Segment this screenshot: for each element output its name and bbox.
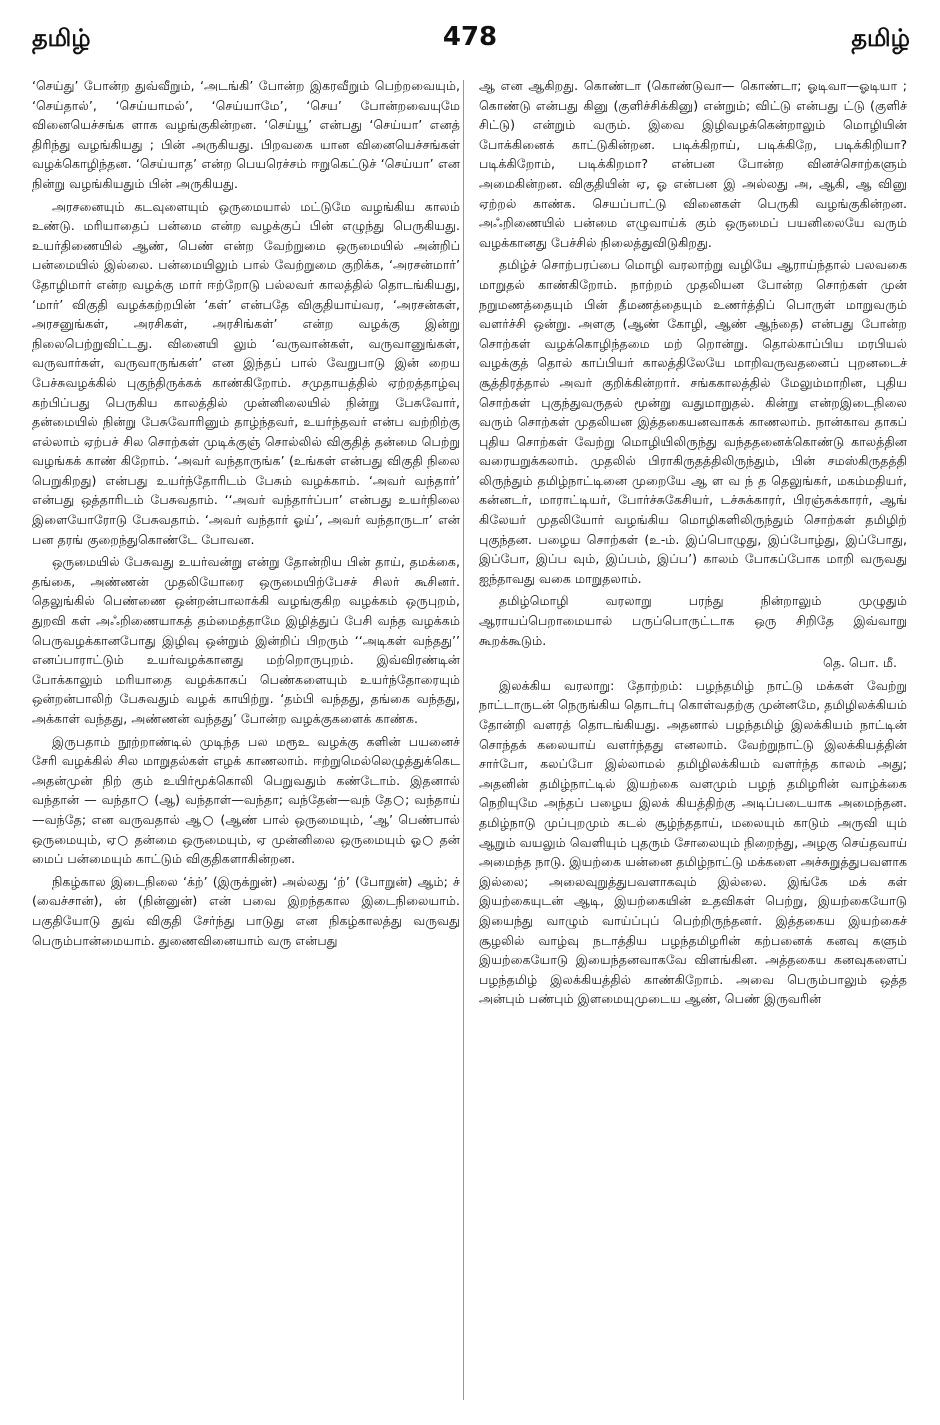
paragraph: ஆ என ஆகிறது. கொண்டா (கொண்டுவா— கொண்டா; ஓடிவா—ஓடியா ; கொண்டு என்பது கினு (குளிச்சிக்கினு) என்றும்; விட்டு என்பது ட்டு (குளிச் சிட்டு) என்றும் வரும். இவை இழிவழக்கென்றாலும் மொழியின் போக்கினைக் காட்டுகின்றன. படிக்கிறாய், படிக்கிறே, படிக்கிறியா? படிக்கிறோம், படிக்கிறமா? என்பன போன்ற வினச்சொற்களும் அமைகின்றன. விகுதியின் ஏ, ஓ என்பன இ அல்லது அ, ஆகி, ஆ வினு ஏற்றல் காண்க. செயப்பாட்டு வினைகள் பெருகி வழங்குகின்றன. அஃறிணையில் பன்மை எழுவாய்க் கும் ஒருமைப் பயனிலையே வரும் வழக்கானது பேச்சில் நிலைத்துவிடுகிறது.	[479, 78, 907, 250]
left-column	[32, 76, 460, 1406]
paragraph: அரசனையும் கடவுளையும் ஒருமையால் மட்டுமே வழங்கிய காலம் உண்டு. மரியாதைப் பன்மை என்ற வழக்குப் பின் எழுந்து பெருகியது. உயர்திணையில் ஆண், பெண் என்ற வேற்றுமை ஒருமையில் அன்றிப் பன்மையில் இல்லை. பன்மையிலும் பால் வேற்றுமை குறிக்க, ‘அரசன்மார்’ தோழிமார் என்ற வழக்கு மார் ஈற்றோடு பல்லவர் காலத்தில் தொடங்கியது, ‘மார்’ விகுதி வழக்கற்றபின் ‘கள்’ என்பதே விகுதியாய்வர, ‘அரசன்கள், அரசனுங்கள், அரசிகள், அரசிங்கள்’ என்ற வழக்கு இன்று நிலைபெற்றுவிட்டது. வினையி லும் ‘வருவான்கள், வருவானுங்கள், வருவார்கள், வருவாருங்கள்’ என இந்தப் பால் வேறுபாடு இன் றைய பேச்சுவழக்கில் புகுந்திருக்கக் காண்கிறோம். சமுதாயத்தில் ஏற்றத்தாழ்வு கற்பிப்பது பெருகிய காலத்தில் முன்னிலையில் நின்று பேசுவோர், தன்மையில் நின்று பேசுவோரினும் தாழ்ந்தவர், உயர்ந்தவர் என்ப வற்றிற்கு எல்லாம் ஏற்பச் சில சொற்கள் முடிக்குஞ் சொல்லில் விகுதித் தன்மை பெற்று வழங்கக் காண் கிறோம். ‘அவர் வந்தாருங்க’ (உங்கள் என்பது விகுதி நிலை பெறுகிறது) என்பது உயர்ந்தோரிடம் பேசும் வழக்காம். ‘அவர் வந்தார்’ என்பது ஒத்தாரிடம் பேசுவதாம். ‘‘அவர் வந்தார்ப்பா’ என்பது உயர்நிலை இளையோரோடு பேசுவதாம். ‘அவர் வந்தார் ஓய்’, அவர் வந்தாருடா’ என் பன தரங் குறைந்துகொண்டே போவன.	[32, 198, 460, 547]
page-number: 478	[442, 22, 498, 52]
paragraph: ‘செய்து’ போன்ற துவ்வீறும், ‘அடங்கி’ போன்ற இகரவீறும் பெற்றவையும், ‘செய்தால்’, ‘செய்யாமல்’, ‘செய்யாமே’, ‘செய’ போன்றவையுமே வினையெச்சங்க ளாக வழங்குகின்றன. ‘செய்யூ’ என்பது ‘செய்யா’ எனத் திரிந்து வழங்கியது ; பின் அருகியது. பிறவகை யான வினையெச்சங்கள் வழக்கொழிந்தன. ‘செய்யாத’ என்ற பெயரெச்சம் ஈறுகெட்டுச் ‘செய்யா’ என நின்று வழங்கியதும் பின் அருகியது.	[32, 78, 460, 191]
paragraph: நிகழ்கால இடைநிலை ‘க்ற்’ (இருக்றுன்) அல்லது ‘ற்’ (போறுன்) ஆம்; ச் (வைச்சான்), ன் (நின்னுன்) என் பவை இறந்தகால இடைநிலையாம். பகுதியோடு துவ் விகுதி சேர்ந்து பாடுது என நிகழ்காலத்து வருவது பெரும்பான்மையாம். துணைவினையாம் வரு என்பது	[32, 873, 460, 948]
column-divider	[463, 80, 464, 1400]
running-head-left: தமிழ்	[32, 24, 91, 52]
paragraph: தமிழ்மொழி வரலாறு பரந்து நின்றாலும் முழுதும் ஆராயப்பெறாமையால் பருப்பொருட்டாக ஒரு சிறிதே இவ்வாறு கூறக்கூடும்.	[479, 593, 907, 648]
paragraph: இருபதாம் நூற்றாண்டில் முடிந்த பல மரூஉ வழக்கு களின் பயனைச் சேரி வழக்கில் சில மாறுதல்கள் எழக் காணலாம். ஈற்றுமெல்லெழுத்துக்கெட அதன்முன் நிற் கும் உயிர்மூக்கொலி பெறுவதும் கண்டோம். இதனால் வந்தான் — வந்தா○ (ஆ) வந்தாள்—வந்தா; வந்தேன்—வந் தே○; வந்தாய்—வந்தே; என வருவதால் ஆ○ (ஆண் பால் ஒருமையும், ‘ஆ’ பெண்பால் ஒருமையும், ஏ○ தன்மை ஒருமையும், ஏ முன்னிலை ஒருமையும் ஓ○ தன் மைப் பன்மையும் காட்டும் விகுதிகளாகின்றன.	[32, 733, 460, 867]
right-column	[479, 76, 907, 1406]
running-head-right: தமிழ்	[851, 24, 910, 52]
paragraph: ஒருமையில் பேசுவது உயர்வன்று என்று தோன்றிய பின் தாய், தமக்கை, தங்கை, அண்ணன் முதலியோரை ஒருமையிற்பேசச் சிலர் கூசினர். தெலுங்கில் பெண்ணை ஒன்றன்பாலாக்கி வழங்குகிற வழக்கம் ஒருபுறம், துறவி கள் அஃறிணையாகத் தம்மைத்தாமே இழித்துப் பேசி வந்த வழக்கம் பெருவழக்கானபோது இழிவு ஒன்றும் இன்றிப் பிறரும் ‘‘அடிகள் வந்தது’’ எனப்பாராட்டும் உயர்வழக்கானது மற்றொருபுறம். இவ்விரண்டின் போக்காலும் மரியாதை வழக்காகப் பெண்களையும் உயர்ந்தோரையும் ஒன்றன்பாலிற் பேசுவதும் வழக் காயிற்று. ‘தம்பி வந்தது, தங்கை வந்தது, அக்காள் வந்தது, அண்ணன் வந்தது’ போன்ற வழக்குகளைக் காண்க.	[32, 554, 460, 726]
author-signature: தெ. பொ. மீ.	[823, 655, 897, 671]
paragraph: தமிழ்ச் சொற்பரப்பை மொழி வரலாற்று வழியே ஆராய்ந்தால் பலவகை மாறுதல் காண்கிறோம். நாற்றம் முதலியன போன்ற சொற்கள் முன் நறுமணத்தையும் பின் தீமணத்தையும் உணர்த்திப் பொருள் மாறுவரும் வளர்ச்சி ஒன்று. அளகு (ஆண் கோழி, ஆண் ஆந்தை) என்பது போன்ற சொற்கள் வழக்கொழிந்தமை மற் றொன்று. தொல்காப்பிய மரபியல் வழக்குத் தொல் காப்பியர் காலத்திலேயே மாறிவருவதனைப் புறனடைச் சூத்திரத்தால் அவர் குறிக்கின்றார். சங்ககாலத்தில் மேலும்மாறின, புதிய சொற்கள் புகுந்துவருதல் மூன்று வதுமாறுதல். கின்று என்றஇடைநிலை வரும் சொற்கள் முதலியன இத்தகையனவாகக் காணலாம். நான்காவ தாகப் புதிய சொற்கள் வேற்று மொழியிலிருந்து வந்ததனைக்கொண்டு காலத்தின வரையறுக்கலாம். முதலில் பிராகிருதத்திலிருந்தும், பின் சமஸ்கிருதத்தி லிருந்தும் தமிழ்நாட்டினை முறையே ஆ ள வ ந் த தெலுங்கர், மகம்மதியர், கன்னடர், மாராட்டியர், போர்ச்சுகேசியர், டச்சுக்காரர், பிரஞ்சுக்காரர், ஆங் கிலேயர் முதலியோர் வழங்கிய மொழிகளிலிருந்தும் சொற்கள் தமிழிற் புகுந்தன. பழைய சொற்கள் (உ-ம். இப்பொழுது, இப்போழ்து, இப்போது, இப்போ, இப்ப வும், இப்பம், இப்ப’) காலம் போகப்போக மாறி வருவது ஐந்தாவது வகை மாறுதலாம்.	[479, 257, 907, 586]
section-paragraph: இலக்கிய வரலாறு: தோற்றம்: பழந்தமிழ் நாட்டு மக்கள் வேற்று நாட்டாருடன் நெருங்கிய தொடர்பு கொள்வதற்கு முன்னமே, தமிழிலக்கியம் தோன்றி வளரத் தொடங்கியது. அதனால் பழந்தமிழ் இலக்கியம் நாட்டின் சொந்தக் கலையாய் வளர்ந்தது எனலாம். வேற்றுநாட்டு இலக்கியத்தின் சார்போ, கலப்போ இல்லாமல் தமிழிலக்கியம் வளர்ந்த காலம் அது; அதனின் தமிழ்நாட்டில் இயற்கை வளமும் பழந் தமிழரின் வாழ்க்கை நெறியுமே அந்தப் பழைய இலக் கியத்திற்கு அடிப்படையாக அமைந்தன. தமிழ்நாடு முப்புறமும் கடல் சூழ்ந்ததாய், மலையும் காடும் அருவி யும் ஆறும் வயலும் வெளியும் புதரும் சோலையும் நிறைந்து, அழகு செய்தவாய் அமைந்த நாடு. இயற்கை யன்னை தமிழ்நாட்டு மக்களை அச்சுறுத்துபவளாக இல்லை; அலைவுறுத்துபவளாகவும் இல்லை. இங்கே மக் கள் இயற்கையுடன் ஆடி, இயற்கையின் உதவிகள் பெற்று, இயற்கையோடு இயைந்து வாழும் வாய்ப்புப் பெற்றிருந்தனர். இத்தகைய இயற்கைச் சூழலில் வாழ்வு நடாத்திய பழந்தமிழரின் கற்பனைக் கனவு களும் இயற்கையோடு இயைந்தனவாகவே விளங்கின. அத்தகைய கனவுகளைப் பழந்தமிழ் இலக்கியத்தில் காண்கிறோம். அவை பெரும்பாலும் ஒத்த அன்பும் பண்பும் இளமையுமுடைய ஆண், பெண் இருவரின்	[479, 677, 907, 1007]
